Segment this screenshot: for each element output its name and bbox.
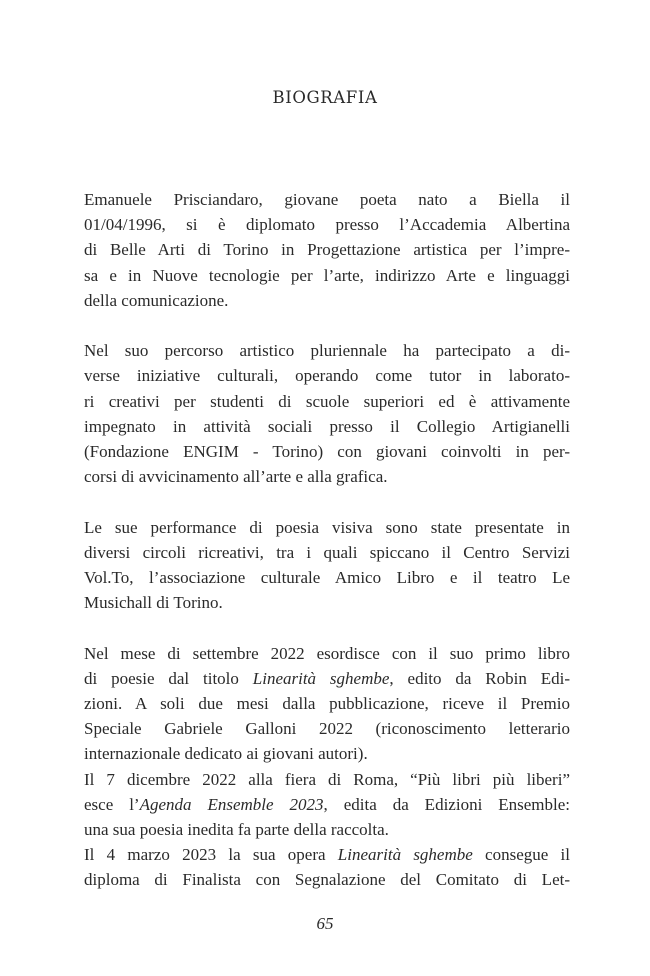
text-line: Le sue performance di poesia visiva sono state presentate in [84, 517, 570, 537]
text-segment: una sua poesia inedita fa parte della raccolta. [84, 820, 389, 840]
paragraph-4 [84, 641, 570, 893]
text-line: della comunicazione. [84, 290, 229, 310]
paragraph-gap [84, 615, 570, 640]
text-line [84, 842, 570, 867]
text-segment: Il 4 marzo 2023 la sua opera [84, 845, 338, 865]
text-line: corsi di avvicinamento all’arte e alla grafica. [84, 467, 388, 487]
text-line: Vol.To, l’associazione culturale Amico Libro e il teatro Le [84, 568, 570, 588]
text-line: di Belle Arti di Torino in Progettazione artistica per l’impre- [84, 240, 570, 260]
page-number: 65 [316, 914, 334, 933]
paragraph-1 [84, 187, 570, 313]
text-line [84, 767, 570, 792]
paragraph-gap [84, 489, 570, 514]
text-segment: , edita da Edizioni Ensemble: [323, 794, 570, 814]
paragraph-3 [84, 515, 570, 616]
text-segment: Il 7 dicembre 2022 alla fiera di Roma, “Più libri più liberi” [84, 769, 570, 789]
italic-title: Linearità sghembe [252, 668, 390, 688]
page-title: BIOGRAFIA [272, 88, 378, 107]
text-line [84, 867, 570, 892]
text-line: Nel suo percorso artistico pluriennale ha partecipato a di- [84, 341, 570, 361]
paragraph-2 [84, 338, 570, 489]
text-line: verse iniziative culturali, operando come tutor in laborato- [84, 366, 570, 386]
text-line [84, 741, 570, 766]
text-line: 01/04/1996, si è diplomato presso l’Accademia Albertina [84, 215, 570, 235]
text-line: impegnato in attività sociali presso il Collegio Artigianelli [84, 416, 570, 436]
text-line [84, 666, 570, 691]
italic-title: Linearità sghembe [337, 845, 473, 865]
text-segment: internazionale dedicato ai giovani autori). [84, 744, 368, 764]
italic-title: Agenda Ensemble 2023 [139, 794, 324, 814]
text-line [84, 792, 570, 817]
text-segment: consegue il [472, 845, 570, 865]
text-segment: , edito da Robin Edi- [389, 668, 570, 688]
text-segment: zioni. A soli due mesi dalla pubblicazione, riceve il Premio [84, 694, 570, 714]
text-line [84, 817, 570, 842]
text-line [84, 691, 570, 716]
text-segment: diploma di Finalista con Segnalazione del Comitato di Let- [84, 870, 570, 890]
paragraph-gap [84, 313, 570, 338]
text-line: Musichall di Torino. [84, 593, 223, 613]
text-segment: Nel mese di settembre 2022 esordisce con il suo primo libro [84, 643, 570, 663]
biography-text [84, 187, 570, 893]
text-line [84, 716, 570, 741]
text-segment: di poesie dal titolo [84, 668, 253, 688]
text-line: ri creativi per studenti di scuole superiori ed è attivamente [84, 391, 570, 411]
text-line: Emanuele Prisciandaro, giovane poeta nato a Biella il [84, 190, 570, 209]
text-line [84, 641, 570, 666]
text-line: diversi circoli ricreativi, tra i quali spiccano il Centro Servizi [84, 542, 570, 562]
text-line: (Fondazione ENGIM - Torino) con giovani coinvolti in per- [84, 442, 570, 462]
text-line: sa e in Nuove tecnologie per l’arte, indirizzo Arte e linguaggi [84, 265, 570, 285]
text-segment: esce l’ [84, 794, 140, 814]
text-segment: Speciale Gabriele Galloni 2022 (riconoscimento letterario [84, 719, 570, 739]
